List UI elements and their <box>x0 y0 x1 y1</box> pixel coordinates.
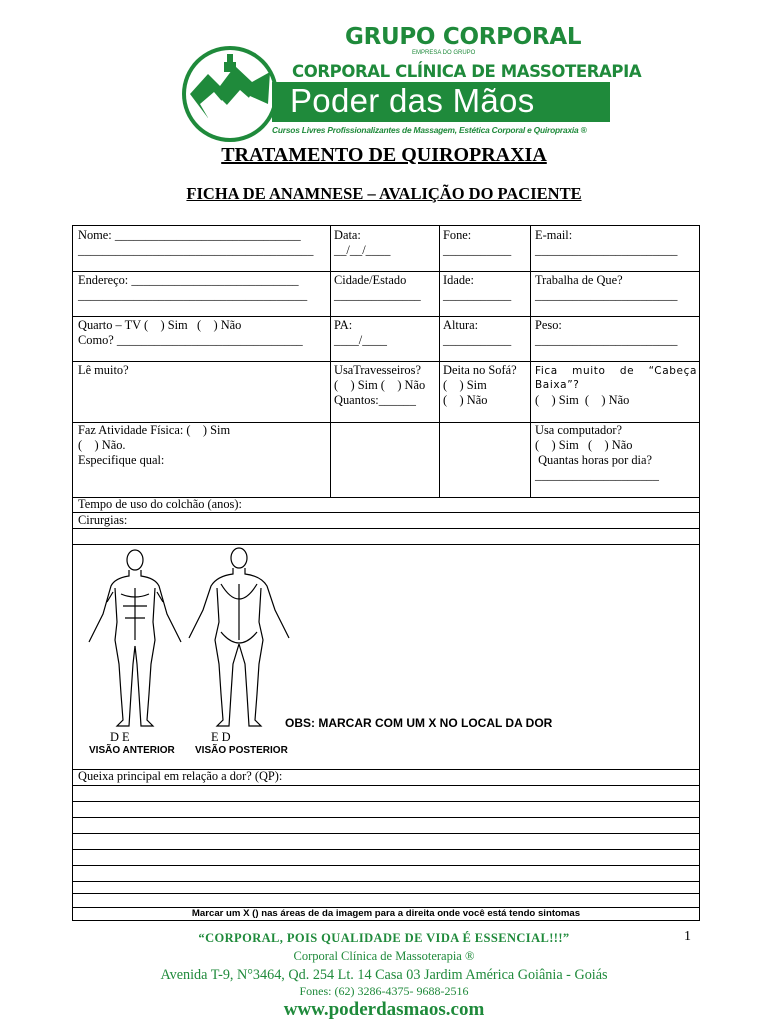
row-divider <box>73 512 699 513</box>
field-computador[interactable]: Usa computador? ( ) Sim ( ) Não Quantas horas por dia? ____________________ <box>535 423 659 482</box>
row-divider <box>73 801 699 802</box>
field-altura[interactable]: Altura: ___________ <box>443 318 512 347</box>
row-divider <box>73 271 699 272</box>
brand-name: Poder das Mãos <box>290 82 535 119</box>
field-pa[interactable]: PA: ____/____ <box>334 318 388 347</box>
field-endereco[interactable]: Endereço: ___________________________ _____________________________________ <box>78 273 308 302</box>
anterior-body-icon <box>89 550 181 726</box>
col-divider <box>439 226 440 497</box>
brand-tagline: Cursos Livres Profissionalizantes de Massagem, Estética Corporal e Quiropraxia ® <box>272 125 587 135</box>
footer-slogan: “CORPORAL, POIS QUALIDADE DE VIDA É ESSENCIAL!!!” <box>198 931 570 945</box>
field-le-muito[interactable]: Lê muito? <box>78 363 129 377</box>
row-divider <box>73 817 699 818</box>
brand-group: GRUPO CORPORAL <box>345 24 582 50</box>
footer-website-link[interactable]: www.poderdasmaos.com <box>283 999 485 1020</box>
label-visao-posterior: VISÃO POSTERIOR <box>195 745 288 756</box>
page-number: 1 <box>684 929 691 944</box>
footer-phones: Fones: (62) 3286-4375- 9688-2516 <box>299 984 469 998</box>
logo <box>180 44 280 144</box>
brand-group-sub: EMPRESA DO GRUPO <box>412 50 476 56</box>
row-divider <box>73 316 699 317</box>
field-cabeca-baixa-line3[interactable]: ( ) Sim ( ) Não <box>535 393 630 407</box>
label-de-anterior: D E <box>110 730 130 744</box>
row-divider <box>73 833 699 834</box>
field-cirurgias[interactable]: Cirurgias: <box>78 513 128 527</box>
row-divider <box>73 785 699 786</box>
brand-clinic: CORPORAL CLÍNICA DE MASSOTERAPIA <box>292 62 642 81</box>
footer-address: Avenida T-9, N°3464, Qd. 254 Lt. 14 Casa 03 Jardim América Goiânia - Goiás <box>160 967 608 983</box>
page-subtitle: FICHA DE ANAMNESE – AVALIÇÃO DO PACIENTE <box>186 184 582 203</box>
row-divider <box>73 881 699 882</box>
col-divider <box>330 226 331 497</box>
body-diagram[interactable] <box>81 544 301 730</box>
field-queixa[interactable]: Queixa principal em relação a dor? (QP): <box>78 769 283 783</box>
logo-emblem-icon <box>180 44 280 144</box>
field-nome[interactable]: Nome: ______________________________ ______________________________________ <box>78 228 314 257</box>
footer-clinic: Corporal Clínica de Massoterapia ® <box>293 949 475 963</box>
field-cabeca-baixa-line1[interactable]: Fica muito de “Cabeça <box>535 365 697 377</box>
bottom-note: Marcar um X () nas áreas de da imagem para a direita onde você está tendo sintomas <box>191 908 581 919</box>
field-cidade[interactable]: Cidade/Estado ______________ <box>334 273 421 302</box>
anamnese-form <box>72 225 700 921</box>
field-fone[interactable]: Fone: ___________ <box>443 228 512 257</box>
field-peso[interactable]: Peso: _______________________ <box>535 318 678 347</box>
row-divider <box>73 361 699 362</box>
label-visao-anterior: VISÃO ANTERIOR <box>89 745 175 756</box>
field-travesseiros[interactable]: UsaTravesseiros? ( ) Sim ( ) Não Quantos:______ <box>334 363 426 407</box>
field-quarto[interactable]: Quarto – TV ( ) Sim ( ) Não Como? ______________________________ <box>78 318 303 347</box>
posterior-body-icon <box>189 548 289 726</box>
field-cabeca-baixa-line2[interactable]: Baixa”? <box>535 379 580 391</box>
field-trabalha[interactable]: Trabalha de Que? _______________________ <box>535 273 678 302</box>
field-sofa[interactable]: Deita no Sofá? ( ) Sim ( ) Não <box>443 363 517 407</box>
row-divider <box>73 849 699 850</box>
page-title: TRATAMENTO DE QUIROPRAXIA <box>221 144 547 166</box>
col-divider <box>530 226 531 497</box>
row-divider <box>73 893 699 894</box>
field-data[interactable]: Data: __/__/____ <box>334 228 391 257</box>
field-colchao[interactable]: Tempo de uso do colchão (anos): <box>78 497 242 511</box>
row-divider <box>73 865 699 866</box>
field-idade[interactable]: Idade: ___________ <box>443 273 512 302</box>
field-email[interactable]: E-mail: _______________________ <box>535 228 678 257</box>
obs-note: OBS: MARCAR COM UM X NO LOCAL DA DOR <box>285 716 553 730</box>
row-divider <box>73 528 699 529</box>
label-de-posterior: E D <box>211 730 231 744</box>
field-atividade[interactable]: Faz Atividade Física: ( ) Sim ( ) Não. Especifique qual: <box>78 423 231 467</box>
